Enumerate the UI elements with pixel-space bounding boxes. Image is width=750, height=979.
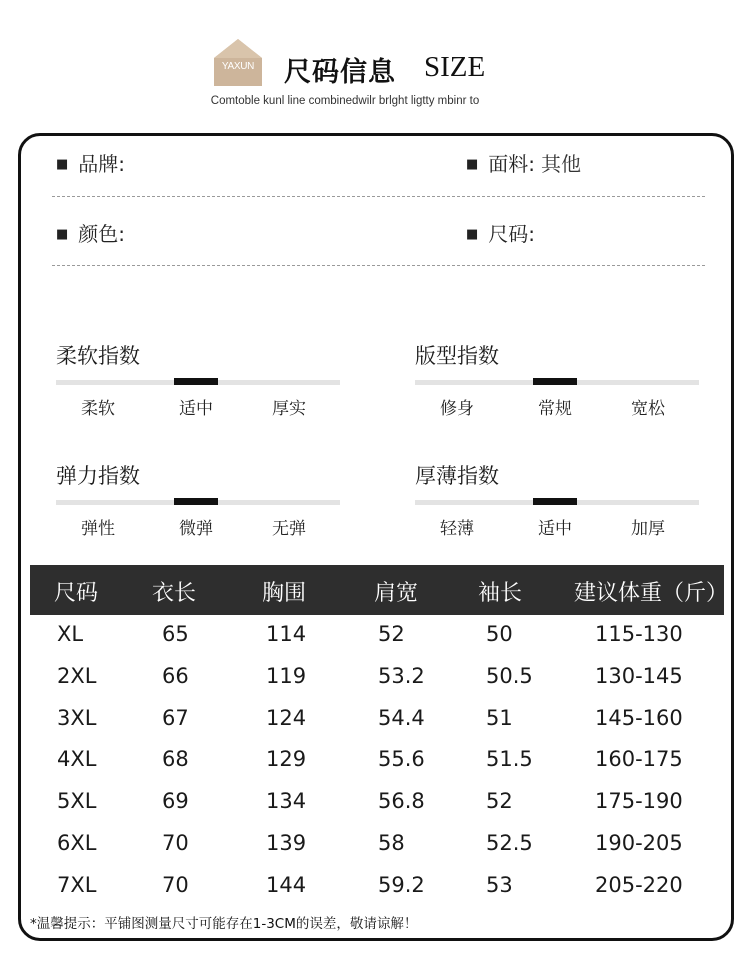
table-cell: 115-130 xyxy=(595,622,683,646)
index-option: 微弹 xyxy=(179,519,213,539)
index-track xyxy=(56,380,340,385)
index-track xyxy=(56,500,340,505)
table-cell: 58 xyxy=(378,831,405,855)
logo-text: YAXUN xyxy=(221,61,255,72)
table-cell: 66 xyxy=(162,663,189,688)
table-cell: 145-160 xyxy=(595,705,683,730)
size-label: 尺码: xyxy=(488,222,536,246)
index-title: 柔软指数 xyxy=(56,344,140,368)
table-cell: 53 xyxy=(486,872,513,897)
table-cell: 69 xyxy=(162,789,189,814)
index-option: 无弹 xyxy=(272,519,306,539)
header-length: 衣长 xyxy=(152,581,197,606)
table-cell: 205-220 xyxy=(595,872,683,897)
dotted-divider xyxy=(52,196,705,197)
size-table-header xyxy=(30,565,729,615)
index-option: 宽松 xyxy=(631,399,665,419)
page-title-en: SIZE xyxy=(424,51,486,83)
table-cell: 70 xyxy=(162,831,189,855)
thickness-index xyxy=(415,460,705,540)
color-label: 颜色: xyxy=(78,222,126,246)
table-cell: 130-145 xyxy=(595,663,683,688)
table-cell: 52 xyxy=(486,789,513,814)
table-cell: 53.2 xyxy=(378,663,425,688)
table-cell: 51.5 xyxy=(486,747,533,772)
index-marker xyxy=(174,378,218,385)
table-cell: 2XL xyxy=(57,663,97,688)
table-cell: 50 xyxy=(486,622,513,646)
table-cell: 175-190 xyxy=(595,789,683,814)
index-option: 轻薄 xyxy=(440,519,474,539)
table-cell: 129 xyxy=(266,747,307,772)
table-cell: 139 xyxy=(266,831,307,855)
table-cell: 67 xyxy=(162,705,189,730)
table-cell: 4XL xyxy=(57,747,97,772)
index-option: 加厚 xyxy=(631,519,665,539)
index-option: 适中 xyxy=(538,519,572,539)
index-marker xyxy=(533,378,577,385)
table-cell: 54.4 xyxy=(378,705,425,730)
bullet-icon: ■ xyxy=(466,227,479,242)
softness-index xyxy=(56,340,346,420)
table-row xyxy=(30,831,724,873)
index-option: 修身 xyxy=(440,399,474,419)
table-row xyxy=(30,664,724,706)
table-cell: 59.2 xyxy=(378,872,425,897)
table-cell: 52.5 xyxy=(486,831,533,855)
index-option: 弹性 xyxy=(81,519,115,539)
table-cell: 68 xyxy=(162,747,189,772)
info-row-2 xyxy=(36,218,696,248)
table-cell: 114 xyxy=(266,622,307,646)
table-cell: 55.6 xyxy=(378,747,425,772)
bullet-icon: ■ xyxy=(56,157,69,172)
header-chest: 胸围 xyxy=(262,581,307,606)
size-field xyxy=(466,218,541,247)
index-option: 适中 xyxy=(179,399,213,419)
table-cell: 56.8 xyxy=(378,789,425,814)
header-shoulder: 肩宽 xyxy=(374,581,419,606)
table-cell: 134 xyxy=(266,789,307,814)
index-track xyxy=(415,380,699,385)
fabric-value: 其他 xyxy=(541,152,582,176)
table-row xyxy=(30,622,724,664)
index-option: 柔软 xyxy=(81,399,115,419)
table-row xyxy=(30,747,724,789)
index-marker xyxy=(174,498,218,505)
info-row-1 xyxy=(36,148,696,178)
table-cell: 51 xyxy=(486,705,513,730)
brand-logo xyxy=(213,38,263,86)
fabric-label: 面料: xyxy=(488,152,536,176)
table-cell: 6XL xyxy=(57,831,97,855)
brand-field xyxy=(56,148,131,177)
table-cell: 190-205 xyxy=(595,831,683,855)
table-cell: 50.5 xyxy=(486,663,533,688)
table-cell: 52 xyxy=(378,622,405,646)
dotted-divider xyxy=(52,265,705,266)
color-field xyxy=(56,218,131,247)
index-track xyxy=(415,500,699,505)
bullet-icon: ■ xyxy=(466,157,479,172)
table-cell: 5XL xyxy=(57,789,97,814)
table-cell: 119 xyxy=(266,663,307,688)
table-cell: 3XL xyxy=(57,705,97,730)
index-title: 版型指数 xyxy=(415,344,499,368)
brand-label: 品牌: xyxy=(78,152,126,176)
table-row xyxy=(30,873,724,915)
index-option: 常规 xyxy=(538,399,572,419)
table-cell: 7XL xyxy=(57,872,97,897)
fit-index xyxy=(415,340,705,420)
header-weight: 建议体重（斤） xyxy=(574,581,729,606)
table-row xyxy=(30,789,724,831)
table-row xyxy=(30,706,724,748)
elasticity-index xyxy=(56,460,346,540)
index-marker xyxy=(533,498,577,505)
table-cell: XL xyxy=(57,622,84,646)
index-option: 厚实 xyxy=(272,399,306,419)
table-cell: 65 xyxy=(162,622,189,646)
index-title: 厚薄指数 xyxy=(415,464,499,488)
table-cell: 124 xyxy=(266,705,307,730)
header-size: 尺码 xyxy=(54,581,99,606)
table-cell: 144 xyxy=(266,872,307,897)
fabric-field xyxy=(466,148,581,177)
header-sleeve: 袖长 xyxy=(478,581,523,606)
measurement-note: *温馨提示：平铺图测量尺寸可能存在1-3CM的误差，敬请谅解！ xyxy=(30,916,418,932)
index-title: 弹力指数 xyxy=(56,464,140,488)
page-title: 尺码信息 xyxy=(284,57,396,88)
page-subtitle: Comtoble kunl line combinedwilr brlght ligtty mbinr to xyxy=(210,95,480,107)
table-cell: 160-175 xyxy=(595,747,683,772)
table-cell: 70 xyxy=(162,872,189,897)
bullet-icon: ■ xyxy=(56,227,69,242)
